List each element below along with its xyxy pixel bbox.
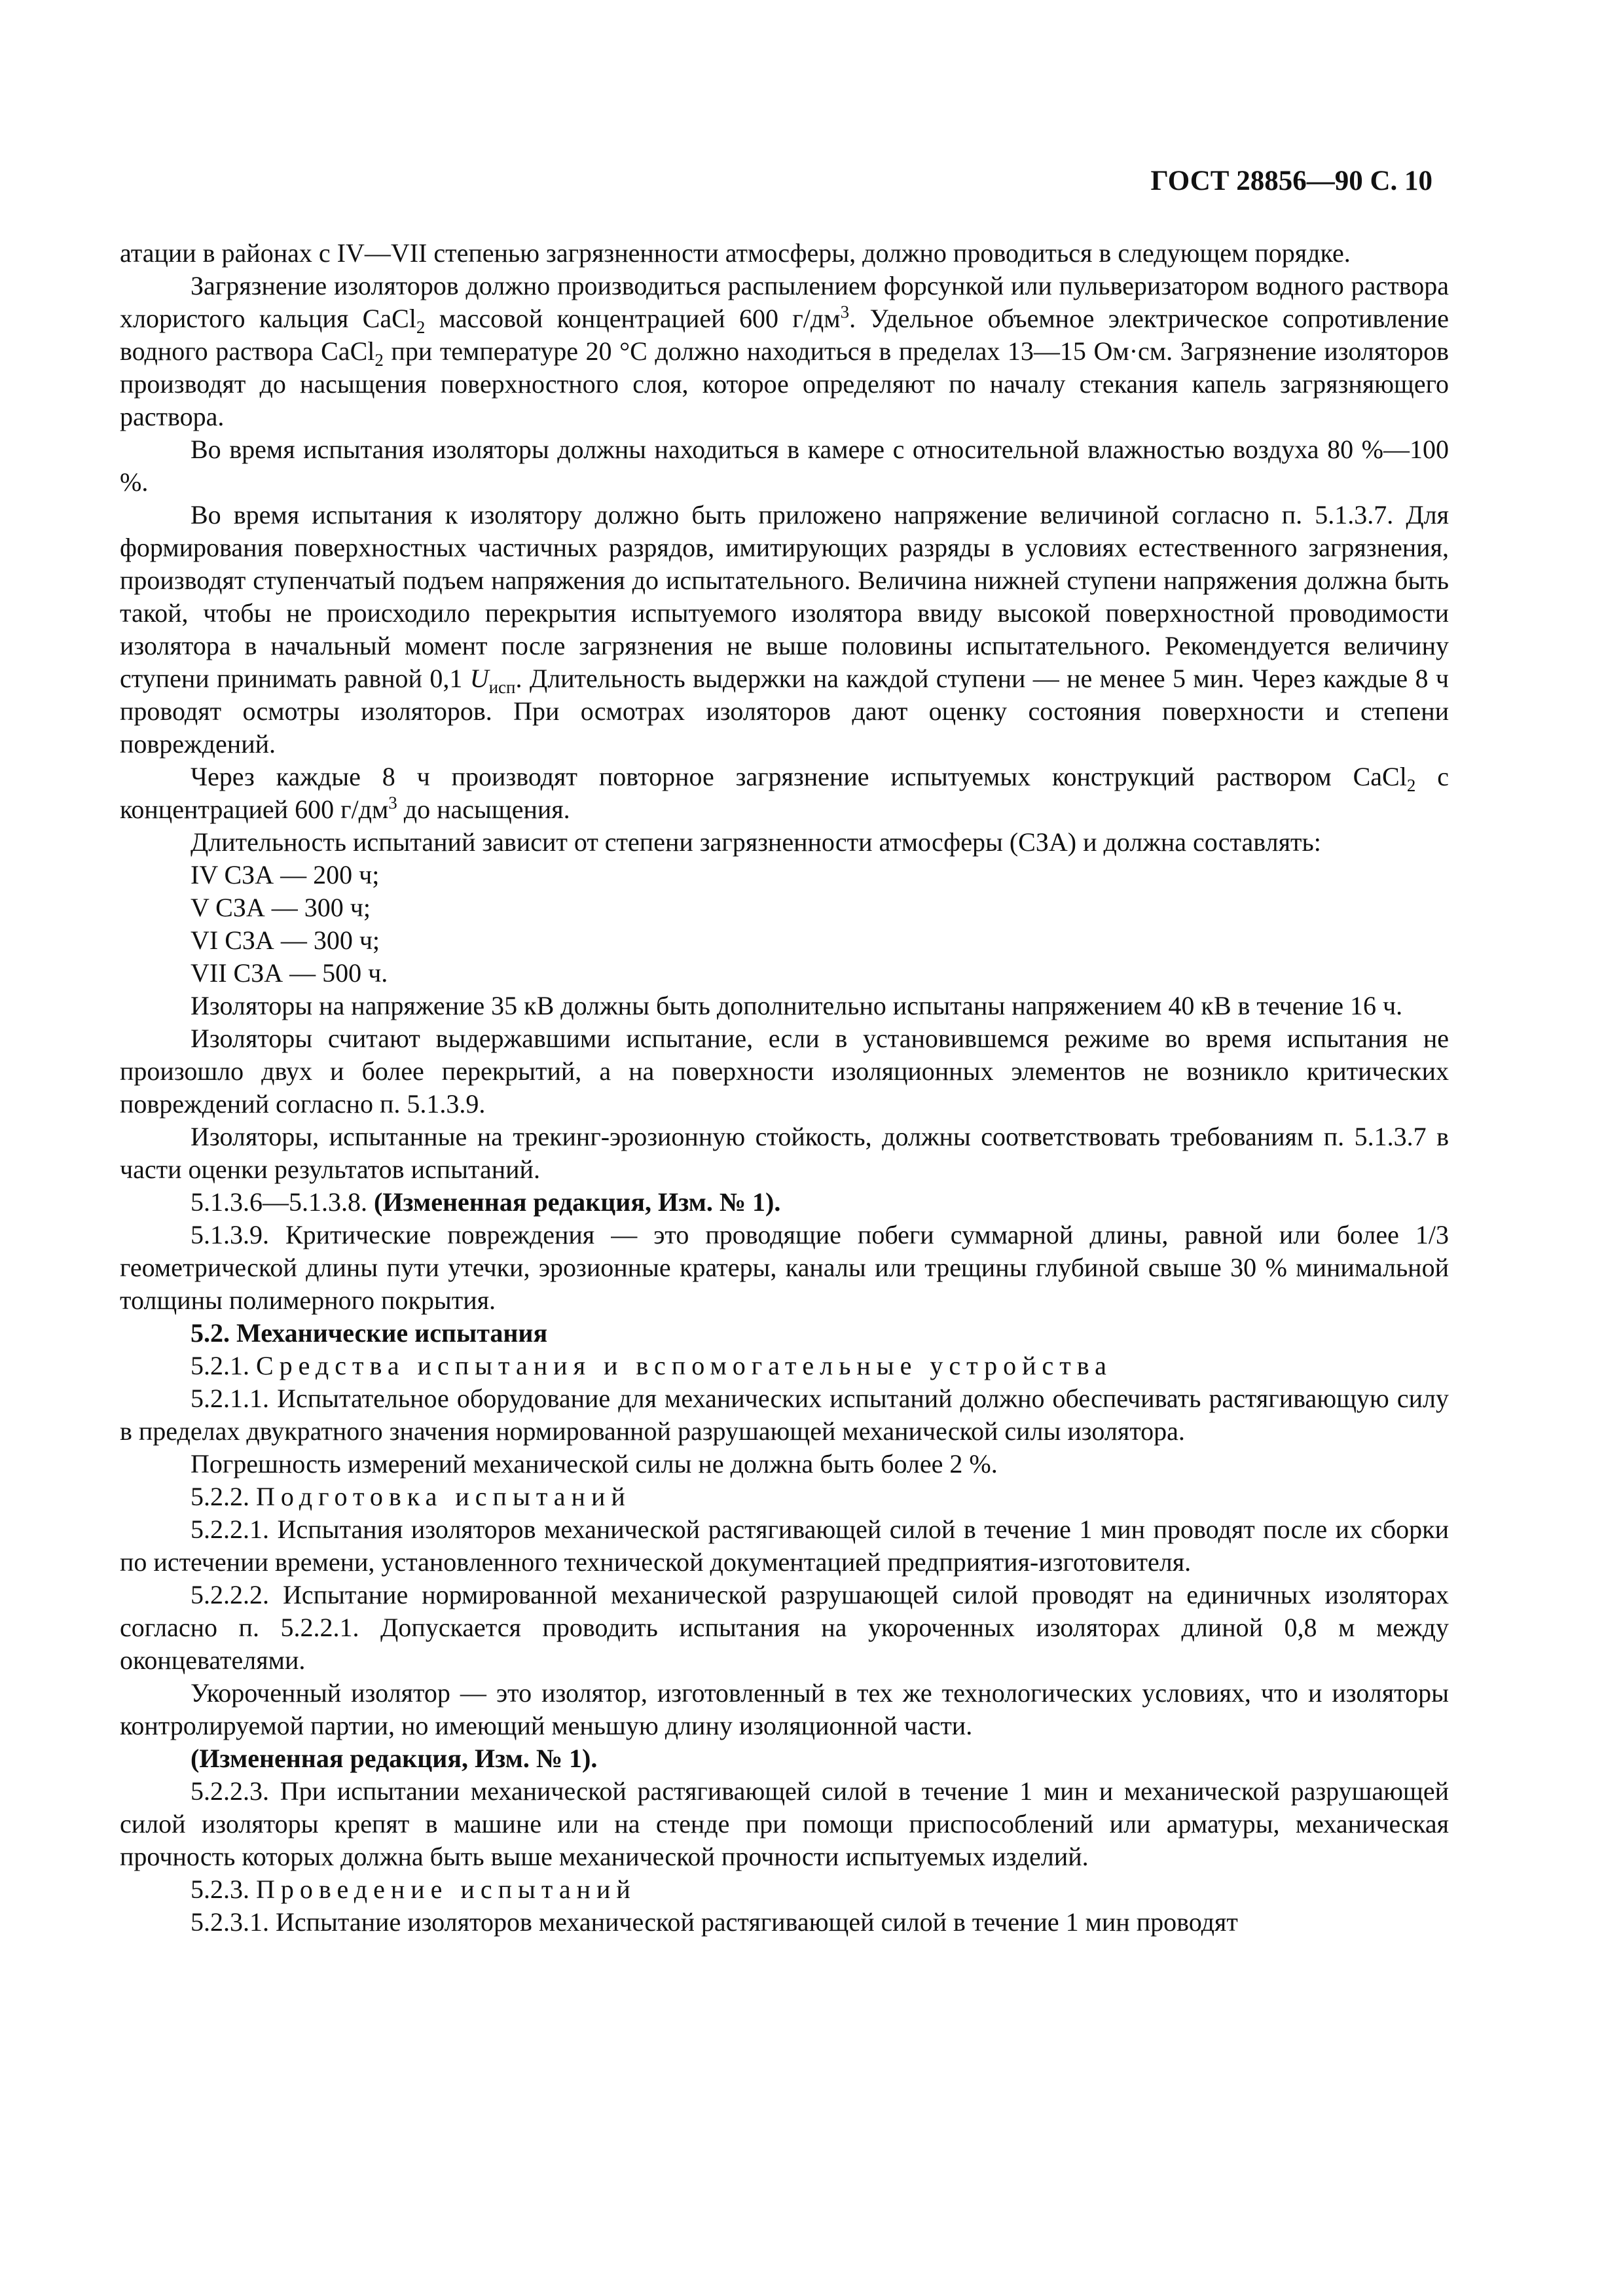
paragraph: 5.2.2.1. Испытания изоляторов механической растягивающей силой в течение 1 мин проводят после их сборки по истечении времени, установленного технической документацией предприятия-изготовителя.	[120, 1515, 1449, 1577]
paragraph: Через каждые 8 ч производят повторное загрязнение испытуемых конструкций раствором CaCl$_2$ с концентрацией 600 $г/дм^3$ до насыщения.	[120, 762, 1449, 824]
paragraph: 5.2.3.1. Испытание изоляторов механической растягивающей силой в течение 1 мин проводят	[191, 1907, 1238, 1937]
duration-list	[120, 859, 1449, 990]
paragraph: 5.2.2.3. При испытании механической растягивающей силой в течение 1 мин и механической разрушающей силой изоляторы крепят в машине или на стенде при помощи приспособлений или арматуры, механическая прочность которых должна быть выше механической прочности испытуемых изделий.	[120, 1776, 1449, 1871]
paragraph: Изоляторы на напряжение 35 кВ должны быть дополнительно испытаны напряжением 40 кВ в течение 16 ч.	[191, 991, 1403, 1020]
revision-note: 5.1.3.6—5.1.3.8. (Измененная редакция, Изм. № 1).	[191, 1187, 781, 1217]
paragraph: 5.1.3.9. Критические повреждения — это проводящие побеги суммарной длины, равной или более 1/3 геометрической длины пути утечки, эрозионные кратеры, каналы или трещины глубиной свыше 30 % минимальной толщины полимерного покрытия.	[120, 1220, 1449, 1315]
paragraph: Во время испытания изоляторы должны находиться в камере с относительной влажностью воздуха 80 %—100 %.	[120, 435, 1449, 497]
paragraph: Погрешность измерений механической силы не должна быть более 2 %.	[191, 1449, 998, 1479]
paragraph: Изоляторы считают выдержавшими испытание, если в установившемся режиме во время испытания не произошло двух и более перекрытий, а на поверхности изоляционных элементов не возникло критических повреждений согласно п. 5.1.3.9.	[120, 1024, 1449, 1119]
paragraph: 5.2.1.1. Испытательное оборудование для механических испытаний должно обеспечивать растягивающую силу в пределах двукратного значения нормированной разрушающей механической силы изолятора.	[120, 1384, 1449, 1446]
section-heading: 5.2. Механические испытания	[191, 1318, 548, 1348]
list-item: VII СЗА — 500 ч.	[191, 958, 388, 988]
paragraph: Во время испытания к изолятору должно быть приложено напряжение величиной согласно п. 5.1.3.7. Для формирования поверхностных частичных разрядов, имитирующих разряды в условиях естественного загрязнения, производят ступенчатый подъем напряжения до испытательного. Величина нижней ступени напряжения должна быть такой, чтобы не происходило перекрытия испытуемого изолятора ввиду высокой поверхностной проводимости изолятора в начальный момент после загрязнения не выше половины испытательного. Рекомендуется величину ступени принимать равной 0,1 $U_{исп}$. Длительность выдержки на каждой ступени — не менее 5 мин. Через каждые 8 ч проводят осмотры изоляторов. При осмотрах изоляторов дают оценку состояния поверхности и степени повреждений.	[120, 500, 1449, 759]
list-item: VI СЗА — 300 ч;	[191, 925, 380, 955]
paragraph: Укороченный изолятор — это изолятор, изготовленный в тех же технологических условиях, что и изоляторы контролируемой партии, но имеющий меньшую длину изоляционной части.	[120, 1678, 1449, 1740]
list-item: V СЗА — 300 ч;	[191, 893, 371, 922]
list-item: IV СЗА — 200 ч;	[191, 860, 380, 889]
revision-note: (Измененная редакция, Изм. № 1).	[191, 1744, 598, 1773]
subsection-heading: 5.2.3. Проведение испытаний	[191, 1874, 636, 1904]
paragraph: Изоляторы, испытанные на трекинг-эрозионную стойкость, должны соответствовать требованиям п. 5.1.3.7 в части оценки результатов испытаний.	[120, 1122, 1449, 1184]
page-header: ГОСТ 28856—90 С. 10	[1150, 166, 1432, 196]
document-body	[120, 237, 1449, 1939]
subsection-heading: 5.2.1. Средства испытания и вспомогательные устройства	[191, 1351, 1112, 1380]
paragraph: Длительность испытаний зависит от степени загрязненности атмосферы (СЗА) и должна составлять:	[191, 827, 1321, 857]
subsection-heading: 5.2.2. Подготовка испытаний	[191, 1482, 631, 1511]
paragraph: 5.2.2.2. Испытание нормированной механической разрушающей силой проводят на единичных изоляторах согласно п. 5.2.2.1. Допускается проводить испытания на укороченных изоляторах длиной 0,8 м между оконцевателями.	[120, 1580, 1449, 1675]
paragraph: Загрязнение изоляторов должно производиться распылением форсункой или пульверизатором водного раствора хлористого кальция CaCl$_2$ массовой концентрацией 600 $г/дм^3$. Удельное объемное электрическое сопротивление водного раствора CaCl$_2$ при температуре 20 °С должно находиться в пределах 13—15 Ом·см. Загрязнение изоляторов производят до насыщения поверхностного слоя, которое определяют по началу стекания капель загрязняющего раствора.	[120, 271, 1449, 431]
paragraph: атации в районах с IV—VII степенью загрязненности атмосферы, должно проводиться в следующем порядке.	[120, 238, 1351, 268]
